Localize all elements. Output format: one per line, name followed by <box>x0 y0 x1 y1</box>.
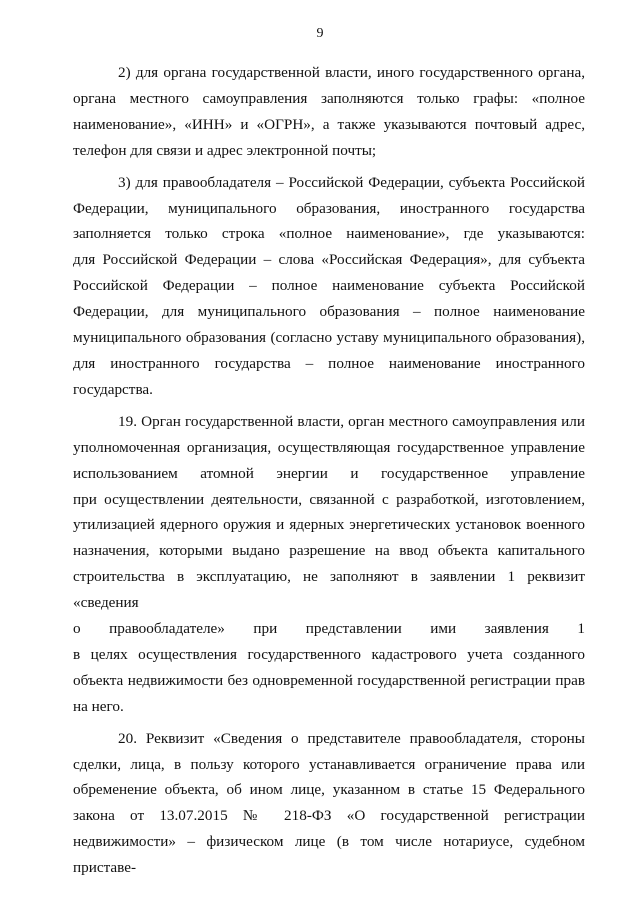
text-line: органа местного самоуправления заполняются только графы: «полное <box>73 89 585 107</box>
text-line: о правообладателе» при представлении ими заявления 1 <box>73 620 585 638</box>
text-line: 2) для органа государственной власти, иного государственного органа, <box>118 64 585 81</box>
text-line: на него. <box>73 697 124 715</box>
text-line: использованием атомной энергии и государственное управление <box>73 464 585 482</box>
paragraph-item-2 <box>73 60 585 164</box>
text-line: 19. Орган государственной власти, орган местного самоуправления или <box>118 412 585 430</box>
text-line: для Российской Федерации – слова «Российская Федерация», для субъекта <box>73 251 585 269</box>
text-line: 20. Реквизит «Сведения о представителе правообладателя, стороны <box>118 729 585 747</box>
text-line: уполномоченная организация, осуществляющая государственное управление <box>73 438 585 456</box>
paragraph-section-19 <box>73 409 585 720</box>
text-line: для иностранного государства – полное наименование иностранного <box>73 354 585 372</box>
text-line: Федерации, муниципального образования, иностранного государства <box>73 199 585 217</box>
text-line: 3) для правообладателя – Российской Федерации, субъекта Российской <box>118 173 585 191</box>
text-line: закона от 13.07.2015 № 218-ФЗ «О государственной регистрации <box>73 807 585 825</box>
text-line: Российской Федерации – полное наименование субъекта Российской <box>73 277 585 295</box>
paragraph-item-3 <box>73 170 585 403</box>
text-line: Федерации, для муниципального образования – полное наименование <box>73 303 585 321</box>
page-number: 9 <box>316 26 324 41</box>
text-line: телефон для связи и адрес электронной почты; <box>73 141 377 159</box>
text-line: при осуществлении деятельности, связанной с разработкой, изготовлением, <box>73 490 585 508</box>
document-body <box>73 60 585 881</box>
text-line: утилизацией ядерного оружия и ядерных энергетических установок военного <box>73 516 585 534</box>
text-line: наименование», «ИНН» и «ОГРН», а также указываются почтовый адрес, <box>73 115 585 133</box>
text-line: назначения, которыми выдано разрешение на ввод объекта капитального <box>73 542 585 560</box>
text-line: заполняется только строка «полное наименование», где указываются: <box>73 225 585 243</box>
text-line: недвижимости» – физическом лице (в том числе нотариусе, судебном приставе- <box>73 833 585 877</box>
text-line: муниципального образования (согласно уставу муниципального образования), <box>73 329 585 347</box>
text-line: в целях осуществления государственного кадастрового учета созданного <box>73 645 585 663</box>
text-line: обременение объекта, об ином лице, указанном в статье 15 Федерального <box>73 781 585 799</box>
paragraph-section-20 <box>73 726 585 881</box>
text-line: строительства в эксплуатацию, не заполняют в заявлении 1 реквизит «сведения <box>73 568 585 612</box>
text-line: государства. <box>73 380 153 398</box>
text-line: сделки, лица, в пользу которого устанавливается ограничение права или <box>73 755 585 773</box>
text-line: объекта недвижимости без одновременной государственной регистрации прав <box>73 671 585 689</box>
